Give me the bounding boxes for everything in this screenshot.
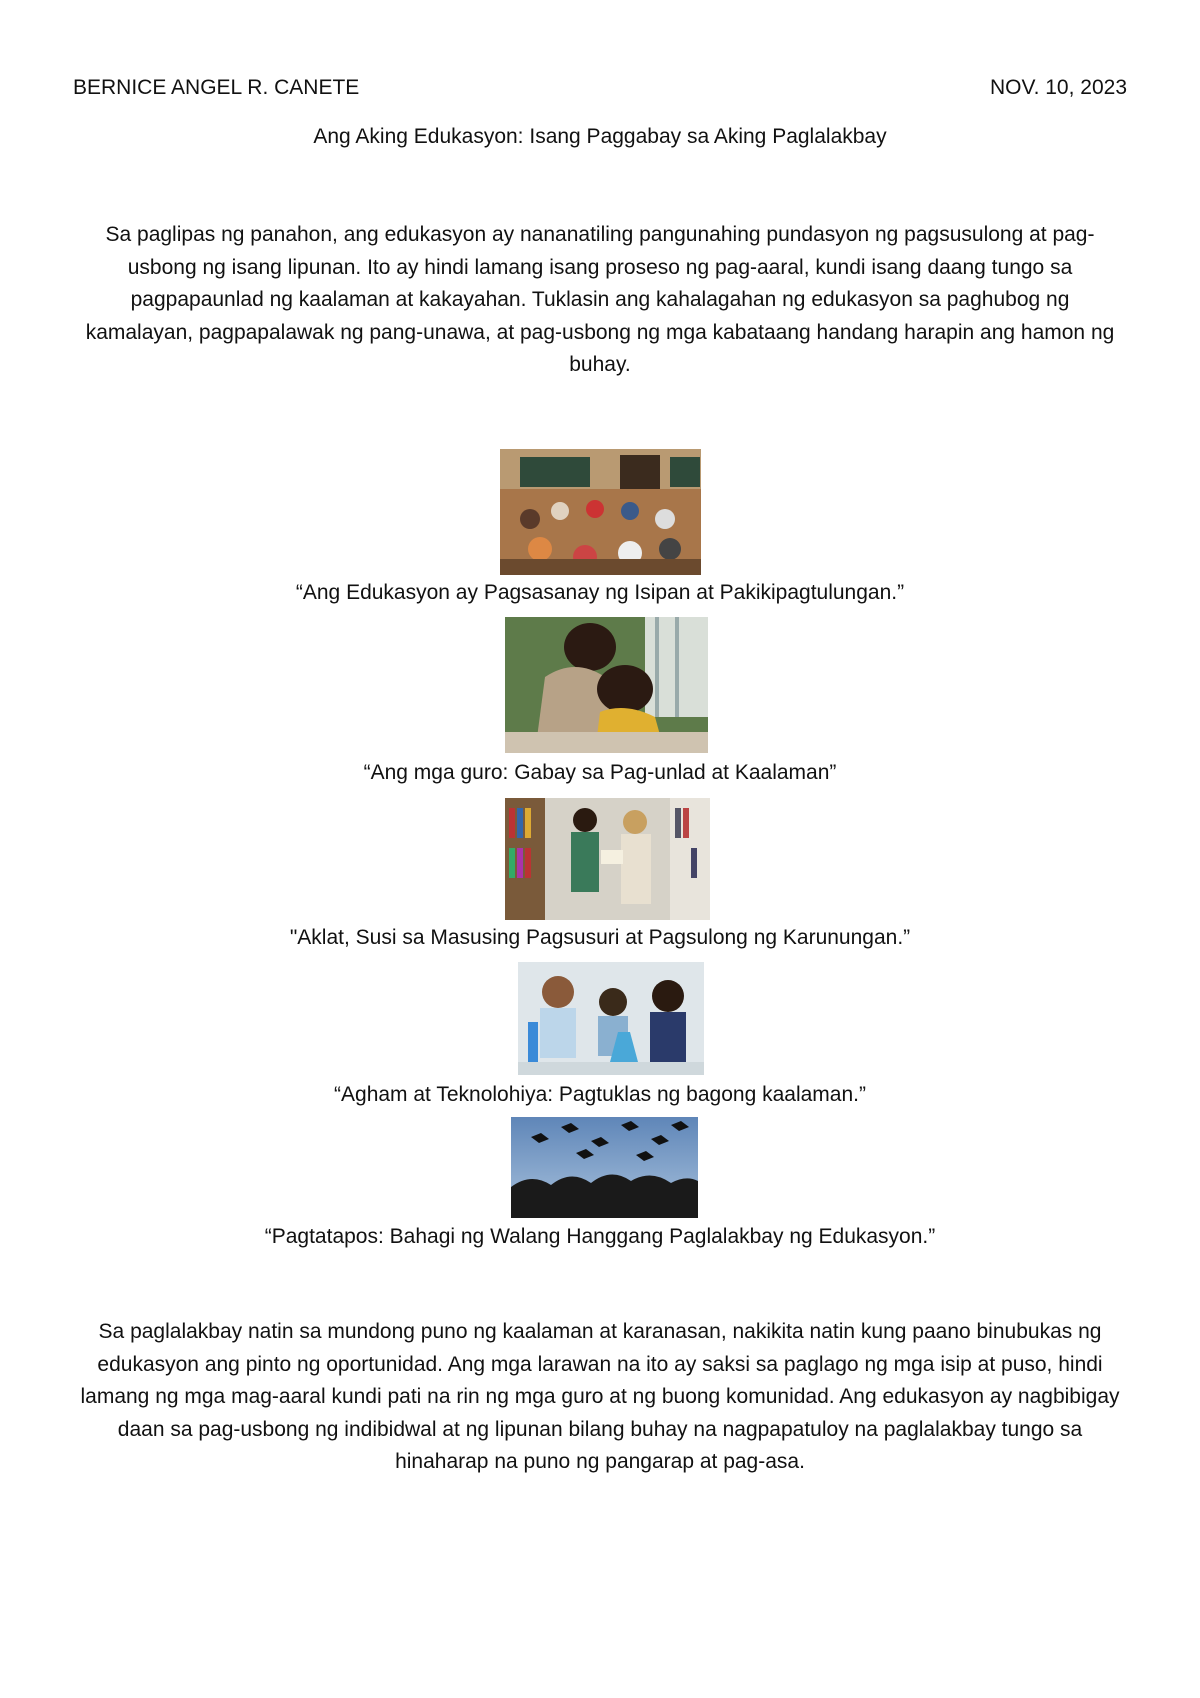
figure-caption-4: “Agham at Teknolohiya: Pagtuklas ng bagong kaalaman.” <box>334 1083 866 1106</box>
document-title: Ang Aking Edukasyon: Isang Paggabay sa Aking Paglalakbay <box>313 125 887 148</box>
figure-caption-5: “Pagtatapos: Bahagi ng Walang Hanggang Paglalakbay ng Edukasyon.” <box>264 1225 936 1248</box>
teacher-student-photo <box>505 617 708 753</box>
classroom-photo <box>500 449 701 575</box>
closing-paragraph: Sa paglalakbay natin sa mundong puno ng kaalaman at karanasan, nakikita natin kung paano binubukas ng edukasyon ang pinto ng oportunidad. Ang mga larawan na ito ay saksi sa paglago ng mga isip at puso, hindi lamang ng mga mag-aaral kundi pati na rin ng mga guro at ng buong komunidad. Ang edukasyon ay nagbibigay daan sa pag-usbong ng indibidwal at ng lipunan bilang buhay na nagpapatuloy na paglalakbay tungo sa hinaharap na puno ng pangarap at pag-asa. <box>80 1320 1120 1473</box>
author-name: BERNICE ANGEL R. CANETE <box>73 76 360 99</box>
figure-caption-1: “Ang Edukasyon ay Pagsasanay ng Isipan at Pakikipagtulungan.” <box>295 581 905 604</box>
intro-paragraph: Sa paglipas ng panahon, ang edukasyon ay nananatiling pangunahing pundasyon ng pagsusulong at pag-usbong ng isang lipunan. Ito ay hindi lamang isang proseso ng pag-aaral, kundi isang daang tungo sa pagpapaunlad ng kaalaman at kakayahan. Tuklasin ang kahalagahan ng edukasyon sa paghubog ng kamalayan, pagpapalawak ng pang-unawa, at pag-usbong ng mga kabataang handang harapin ang hamon ng buhay. <box>85 223 1115 376</box>
document-header <box>73 76 1127 106</box>
figure-caption-2: “Ang mga guro: Gabay sa Pag-unlad at Kaalaman” <box>363 761 837 784</box>
graduation-photo <box>511 1117 698 1218</box>
library-photo <box>505 798 710 920</box>
figure-caption-3: "Aklat, Susi sa Masusing Pagsusuri at Pagsulong ng Karunungan.” <box>289 926 911 949</box>
science-kids-photo <box>518 962 704 1075</box>
document-date: NOV. 10, 2023 <box>990 76 1127 99</box>
